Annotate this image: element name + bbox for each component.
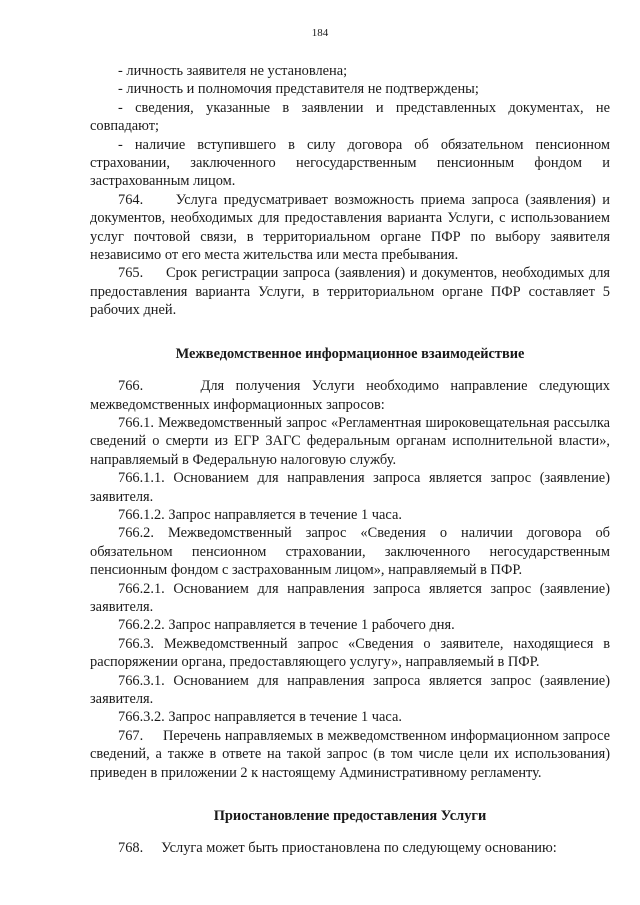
section-heading-interagency: Межведомственное информационное взаимодействие (175, 345, 525, 362)
list-item: - личность заявителя не установлена; (118, 63, 348, 79)
section-heading-suspension: Приостановление предоставления Услуги (213, 808, 487, 825)
page-number: 184 (311, 27, 329, 39)
paragraph-765: 765. Срок регистрации запроса (заявления) и документов, необходимых для предоставления варианта Услуги, в территориальном органе ПФР составляет 5 рабочих дней. (90, 265, 610, 319)
paragraph-766-1-2: 766.1.2. Запрос направляется в течение 1 часа. (118, 506, 402, 523)
paragraph-766-1: 766.1. Межведомственный запрос «Регламентная широковещательная рассылка сведений о смерти из ЕГР ЗАГС федеральным органам исполнительной власти», направляемый в Федеральную налоговую службу. (90, 414, 610, 468)
paragraph-766-2-1: 766.2.1. Основанием для направления запроса является запрос (заявление) заявителя. (90, 580, 610, 615)
list-item: - наличие вступившего в силу договора об обязательном пенсионном страховании, заключенного негосударственным пенсионным фондом и застрахованным лицом. (90, 136, 610, 190)
paragraph-766-2: 766.2. Межведомственный запрос «Сведения о наличии договора об обязательном пенсионном страховании, заключенного негосударственным пенсионным фондом с застрахованным лицом», направляемый в ПФР. (90, 525, 610, 579)
paragraph-766-2-2: 766.2.2. Запрос направляется в течение 1 рабочего дня. (118, 617, 455, 634)
document-body (90, 62, 610, 858)
list-item: - сведения, указанные в заявлении и представленных документах, не совпадают; (90, 99, 610, 135)
paragraph-764: 764. Услуга предусматривает возможность приема запроса (заявления) и документов, необходимых для предоставления варианта Услуги, с использованием услуг почтовой связи, в территориальном органе ПФР по выбору заявителя независимо от его места жительства или места пребывания. (90, 191, 610, 264)
paragraph-766-1-1: 766.1.1. Основанием для направления запроса является запрос (заявление) заявителя. (90, 470, 610, 505)
paragraph-766: 766. Для получения Услуги необходимо направление следующих межведомственных информационных запросов: (90, 378, 610, 413)
paragraph-766-3-1: 766.3.1. Основанием для направления запроса является запрос (заявление) заявителя. (90, 672, 610, 707)
paragraph-766-3: 766.3. Межведомственный запрос «Сведения о заявителе, находящиеся в распоряжении органа, предоставляющего услугу», направляемый в ПФР. (90, 635, 610, 671)
list-item: - личность и полномочия представителя не подтверждены; (118, 81, 479, 98)
paragraph-766-3-2: 766.3.2. Запрос направляется в течение 1 часа. (118, 709, 402, 726)
paragraph-767: 767. Перечень направляемых в межведомственном информационном запросе сведений, а также в ответе на такой запрос (в том числе цели их использования) приведен в приложении 2 к настоящему Административному регламенту. (90, 727, 610, 781)
paragraph-768: 768. Услуга может быть приостановлена по следующему основанию: (118, 840, 557, 857)
